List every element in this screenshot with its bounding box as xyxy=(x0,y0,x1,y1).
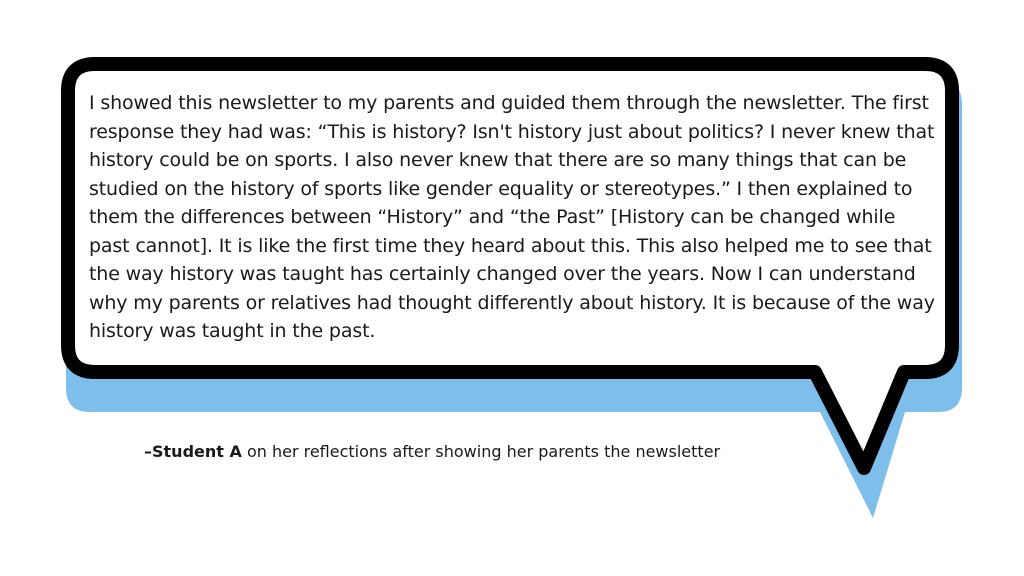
attribution-speaker: –Student A xyxy=(144,442,242,461)
attribution-description: on her reflections after showing her parents the newsletter xyxy=(241,442,721,461)
quote-text: I showed this newsletter to my parents and guided them through the newsletter. The first response they had was: “This is history? Isn't history just about politics? I never knew that history could be on sports. I also never knew that there are so many things that can be studied on the history of sports like gender equality or stereotypes.” I then explained to them the differences between “History” and “the Past” [History can be changed while past cannot]. It is like the first time they heard about this. This also helped me to see that the way history was taught has certainly changed over the years. Now I can understand why my parents or relatives had thought differently about history. It is because of the way history was taught in the past. xyxy=(89,92,935,342)
attribution xyxy=(144,442,720,461)
